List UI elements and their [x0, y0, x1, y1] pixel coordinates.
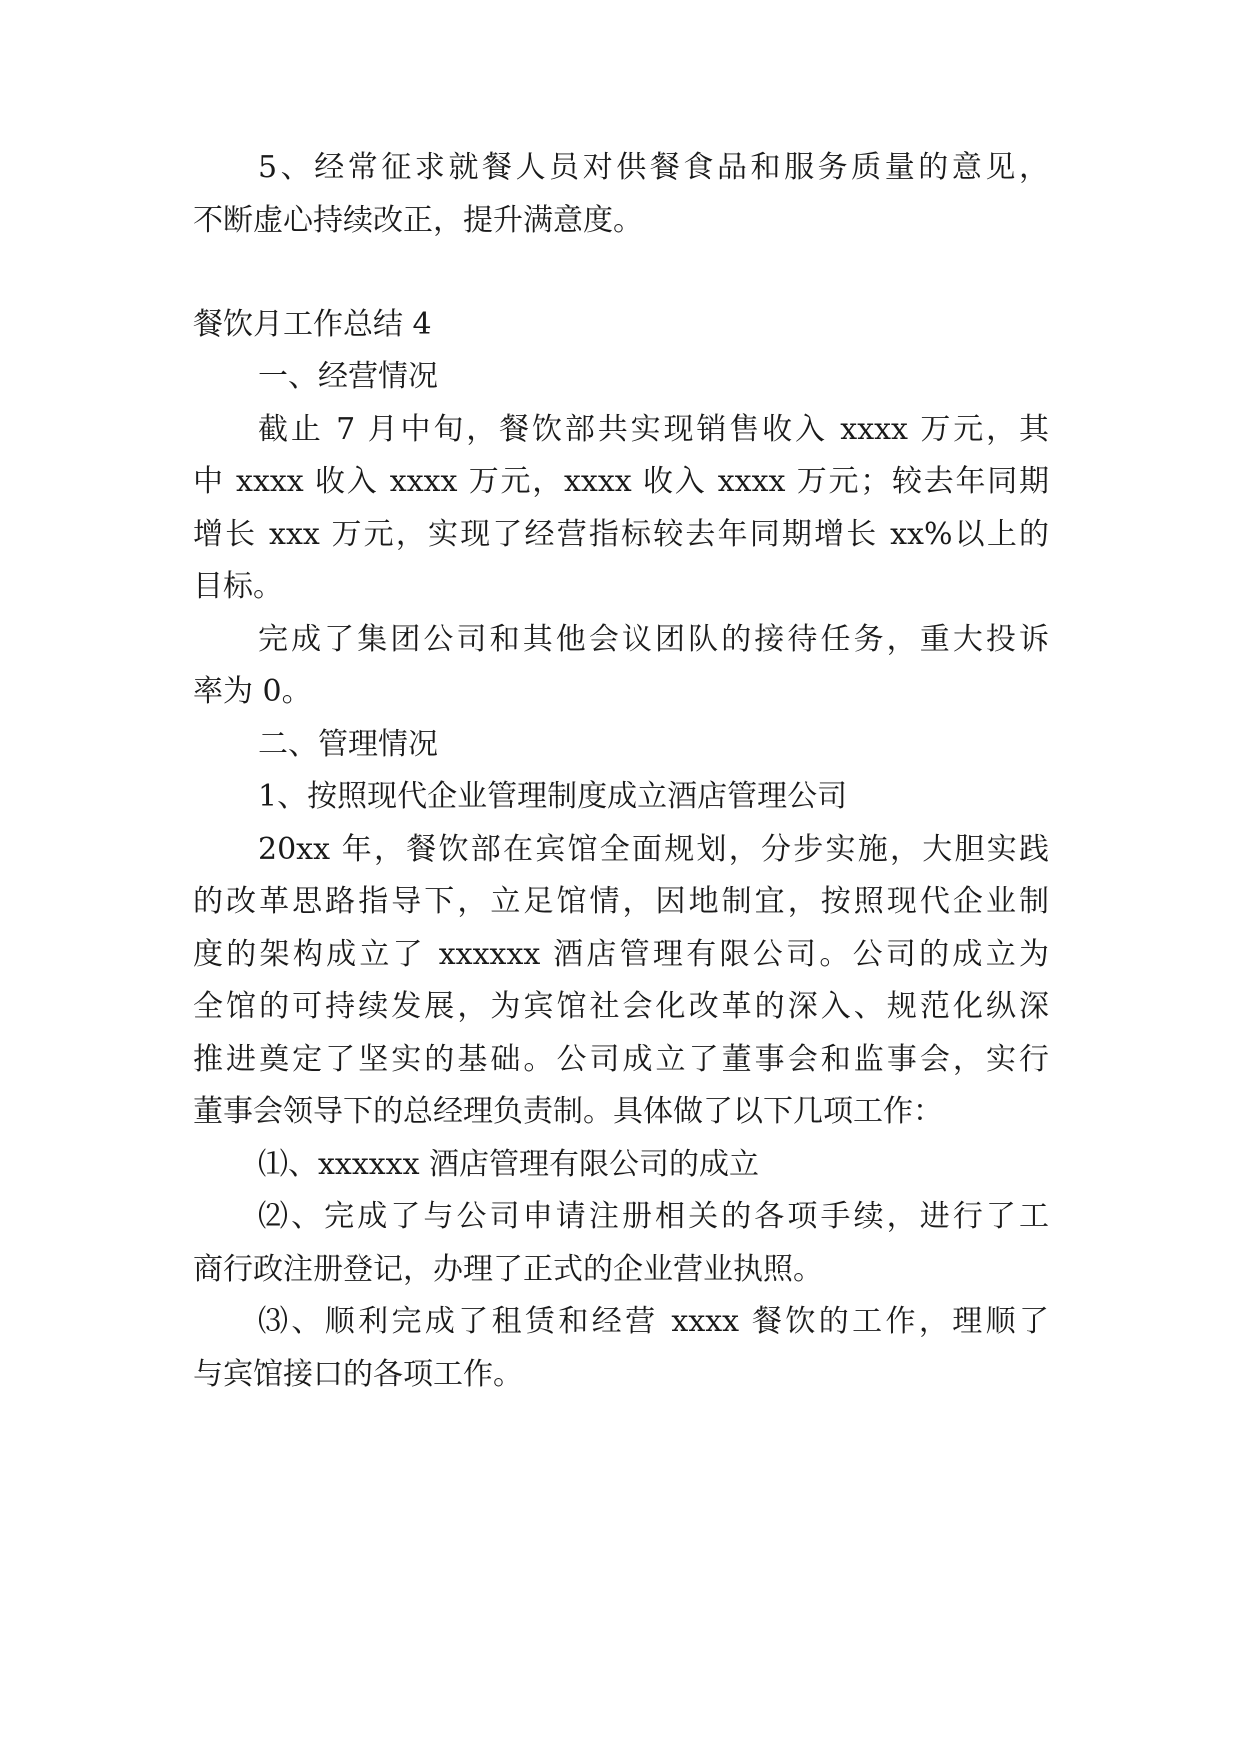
text: 截止 7 月中旬，餐饮部共实现销售收入 xxxx 万元，其	[258, 412, 1049, 447]
text: 商行政注册登记，办理了正式的企业营业执照。	[193, 1252, 823, 1287]
text: ⑶、顺利完成了租赁和经营 xxxx 餐饮的工作，理顺了	[258, 1304, 1049, 1339]
text: 增长 xxx 万元，实现了经营指标较去年同期增长 xx%以上的	[193, 517, 1049, 552]
text: ⑵、完成了与公司申请注册相关的各项手续，进行了工	[258, 1199, 1049, 1234]
text: 20xx 年，餐饮部在宾馆全面规划，分步实施，大胆实践	[258, 832, 1049, 867]
text: 董事会领导下的总经理负责制。具体做了以下几项工作：	[193, 1094, 943, 1129]
text: 推进奠定了坚实的基础。公司成立了董事会和监事会，实行	[193, 1042, 1049, 1077]
text: 全馆的可持续发展，为宾馆社会化改革的深入、规范化纵深	[193, 989, 1049, 1024]
text: 目标。	[193, 569, 283, 604]
text: 的改革思路指导下，立足馆情，因地制宜，按照现代企业制	[193, 884, 1049, 919]
title-text: 餐饮月工作总结 4	[193, 307, 432, 342]
text: 中 xxxx 收入 xxxx 万元，xxxx 收入 xxxx 万元；较去年同期	[193, 464, 1049, 499]
text: 5、经常征求就餐人员对供餐食品和服务质量的意见，	[258, 150, 1049, 185]
heading-text: 二、管理情况	[258, 727, 438, 762]
text: 完成了集团公司和其他会议团队的接待任务，重大投诉	[258, 622, 1049, 657]
text: 率为 0。	[193, 674, 312, 709]
text: ⑴、xxxxxx 酒店管理有限公司的成立	[258, 1147, 760, 1182]
text: 度的架构成立了 xxxxxx 酒店管理有限公司。公司的成立为	[193, 937, 1049, 972]
heading-text: 1、按照现代企业管理制度成立酒店管理公司	[258, 779, 848, 814]
text: 不断虚心持续改正，提升满意度。	[193, 203, 643, 238]
heading-text: 一、经营情况	[258, 359, 438, 394]
text: 与宾馆接口的各项工作。	[193, 1357, 523, 1392]
